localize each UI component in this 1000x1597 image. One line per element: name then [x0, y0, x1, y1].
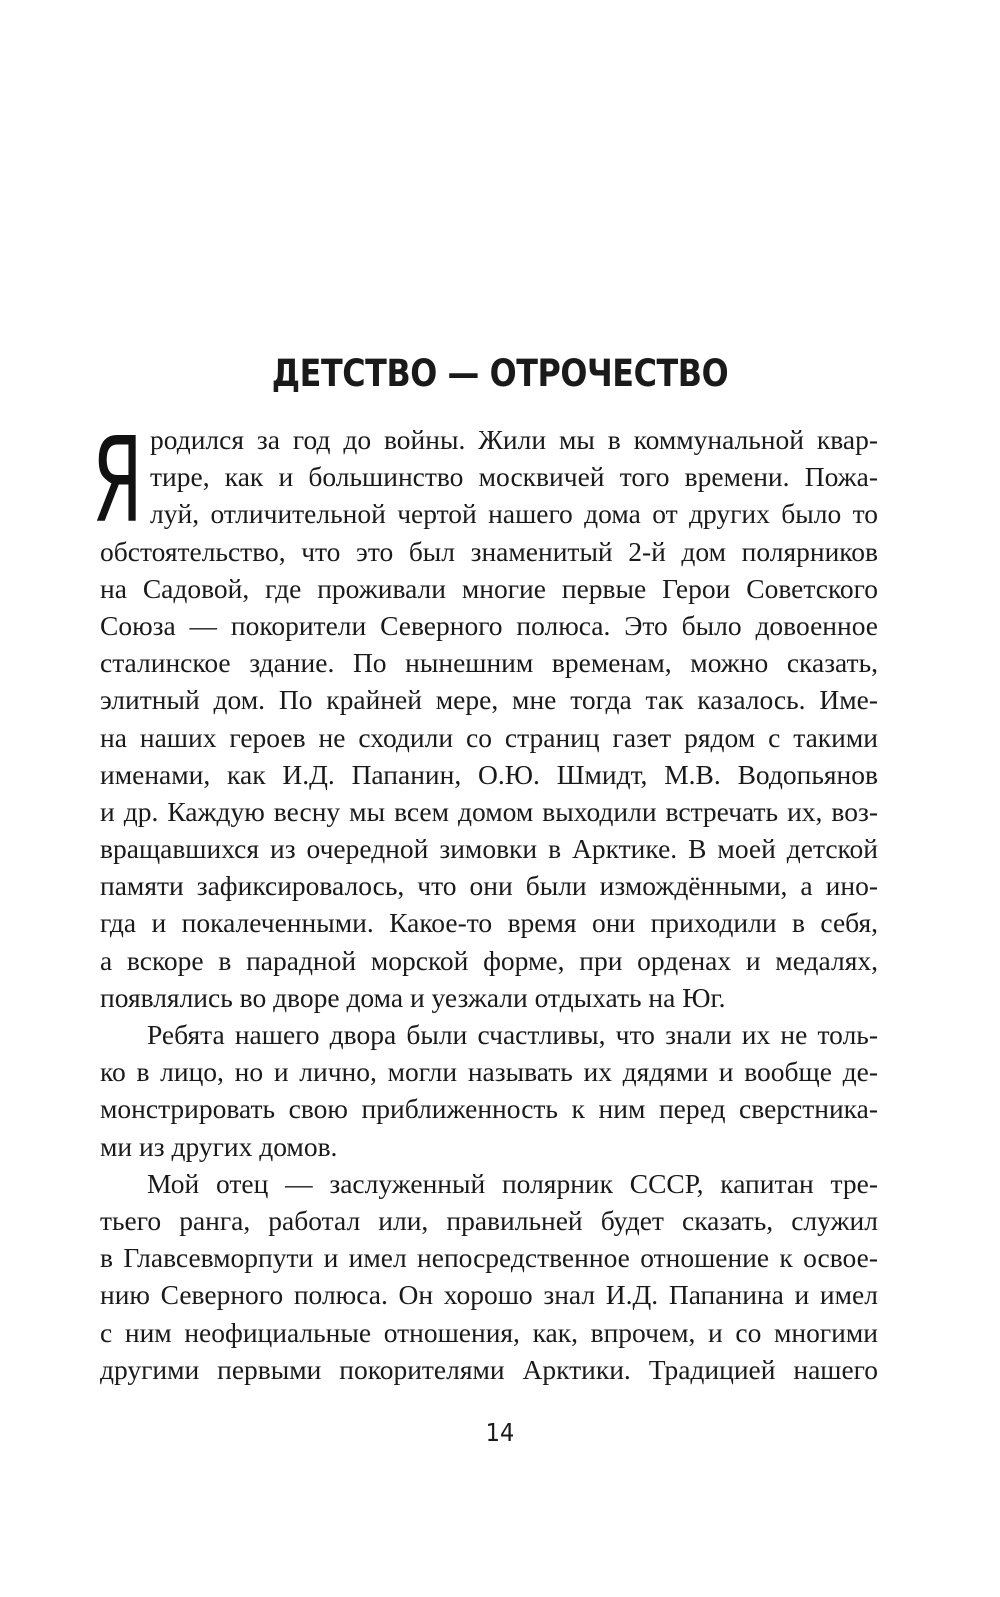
page-number: 14 [485, 1418, 515, 1447]
body-text [92, 411, 878, 1388]
text-line: а вскоре в парадной морской форме, при орденах и медалях, [100, 944, 878, 976]
text-line: памяти зафиксировалось, что они были измождёнными, а ино- [100, 870, 878, 902]
text-line: луй, отличительной чертой нашего дома от других было то [150, 498, 878, 530]
text-line: в Главсевморпути и имел непосредственное отношение к освое- [100, 1242, 878, 1274]
text-line: Союза — покорители Северного полюса. Это было довоенное [100, 609, 878, 641]
text-line: обстоятельство, что это был знаменитый 2-й дом полярников [100, 535, 878, 567]
text-line: именами, как И.Д. Папанин, О.Ю. Шмидт, М.В. Водопьянов [100, 758, 878, 790]
text-line: ми из других домов. [100, 1130, 338, 1162]
text-line: другими первыми покорителями Арктики. Традицией нашего [100, 1353, 878, 1385]
text-line: Мой отец — заслуженный полярник СССР, капитан тре- [147, 1167, 878, 1199]
paragraph-2 [100, 1016, 878, 1165]
text-line: нию Северного полюса. Он хорошо знал И.Д. Папанина и имел [100, 1279, 878, 1311]
text-line: вращавшихся из очередной зимовки в Арктике. В моей детской [100, 833, 878, 865]
text-line: Ребята нашего двора были счастливы, что знали их не толь- [147, 1019, 878, 1050]
text-line: на наших героев не сходили со страниц газет рядом с такими [100, 721, 878, 753]
text-line: монстрировать свою приближенность к ним перед сверстника- [100, 1093, 878, 1125]
chapter-title: ДЕТСТВО — ОТРОЧЕСТВО [271, 352, 729, 395]
text-line: тьего ранга, работал или, правильней будет сказать, служил [100, 1204, 878, 1236]
text-line: появлялись во дворе дома и уезжали отдыхать на Юг. [100, 981, 726, 1013]
drop-cap-letter: Я [92, 411, 143, 549]
text-line: гда и покалеченными. Какое-то время они приходили в себя, [100, 907, 878, 939]
text-line: элитный дом. По крайней мере, мне тогда так казалось. Име- [100, 684, 878, 716]
text-line: на Садовой, где проживали многие первые Герои Советского [100, 572, 878, 604]
paragraph-3 [100, 1165, 878, 1388]
text-line: и др. Каждую весну мы всем домом выходили встречать их, воз- [100, 795, 878, 827]
paragraph-1 [100, 421, 878, 1016]
text-line: ко в лицо, но и лично, могли называть их дядями и вообще де- [100, 1056, 878, 1088]
text-line: с ним неофициальные отношения, как, впрочем, и со многими [100, 1316, 878, 1348]
text-line: сталинское здание. По нынешним временам, можно сказать, [100, 647, 878, 679]
text-line: родился за год до войны. Жили мы в коммунальной квар- [150, 424, 878, 455]
text-line: тире, как и большинство москвичей того времени. Пожа- [150, 461, 878, 493]
